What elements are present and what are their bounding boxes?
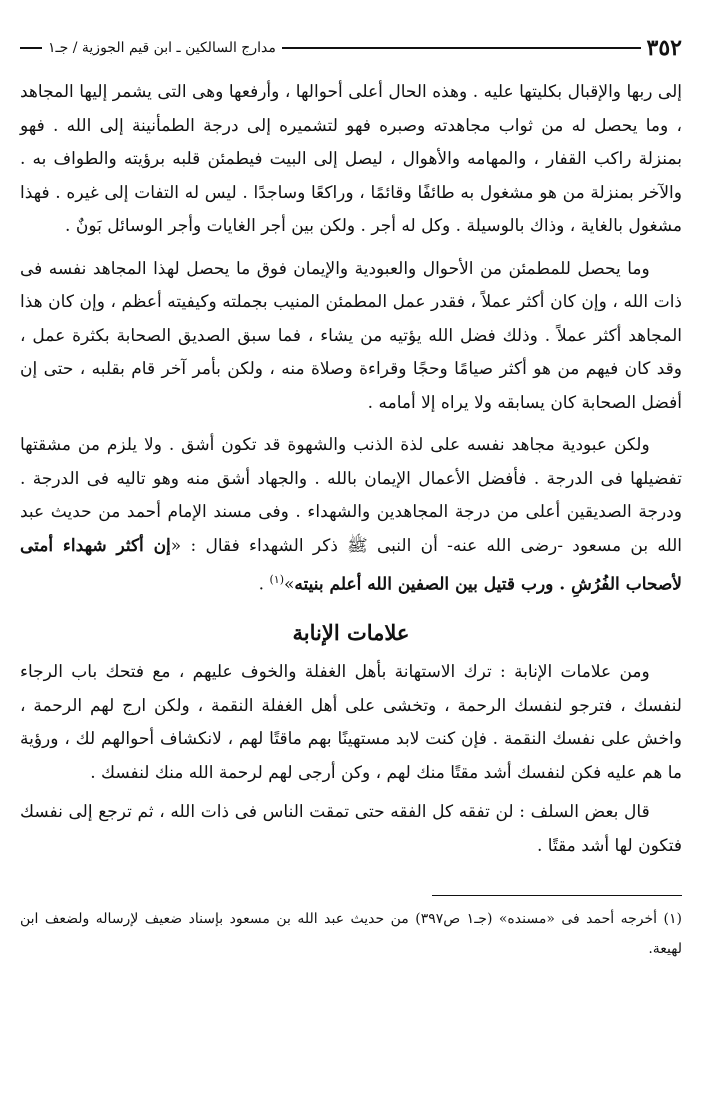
footnote-separator	[432, 895, 682, 896]
section-heading: علامات الإنابة	[292, 620, 410, 646]
running-title: مدارج السالكين ـ ابن قيم الجوزية / جـ١	[48, 40, 276, 56]
paragraph-3-text: ولكن عبودية مجاهد نفسه على لذة الذنب والشهوة قد تكون أشق . ولا يلزم من مشقتها تفضيلها فى الدرجة . فأفضل الأعمال الإيمان بالله . والجهاد أشق منه وهو تاليه فى الدرجة . ودرجة الصديقين أعلى من درجة المجاهدين والشهداء . وفى مسند الإمام أحمد من حديث عبد الله بن مسعود -رضى الله عنه- أن النبى ﷺ ذكر الشهداء فقال : «	[20, 435, 682, 556]
page-header	[20, 34, 682, 62]
paragraph-3	[20, 429, 682, 602]
footnote: (١) أخرجه أحمد فى «مسنده» (جـ١ ص٣٩٧) من حديث عبد الله بن مسعود بإسناد ضعيف لإرساله ولضعف ابن لهيعة.	[20, 911, 682, 958]
paragraph-2: وما يحصل للمطمئن من الأحوال والعبودية والإيمان فوق ما يحصل لهذا المجاهد نفسه فى ذات الله ، وإن كان أكثر عملاً ، فقدر عمل المطمئن المنيب بجملته وكيفيته أعظم ، وإن كان هذا المجاهد أكثر عملاً . وذلك فضل الله يؤتيه من يشاء ، فما سبق الصديق الصحابة بكثرة عمل ، وقد كان فيهم من هو أكثر صيامًا وحجًا وقراءة وصلاة منه ، ولكن بأمر آخر قام بقلبه ، حتى إن أفضل الصحابة كان يسابقه ولا يراه إلا أمامه .	[20, 258, 682, 413]
paragraph-5: قال بعض السلف : لن تفقه كل الفقه حتى تمقت الناس فى ذات الله ، ثم ترجع إلى نفسك فتكون لها أشد مقتًا .	[20, 802, 682, 856]
book-page	[20, 34, 682, 978]
paragraph-4: ومن علامات الإنابة : ترك الاستهانة بأهل الغفلة والخوف عليهم ، مع فتحك باب الرجاء لنفسك ، فترجو لنفسك الرحمة ، وتخشى على أهل الغفلة النقمة ، ولكن ارج لهم الرحمة ، واخش على نفسك النقمة . فإن كنت لابد مستهينًا بهم ماقتًا لهم ، لانكشاف أحوالهم لك ، ورؤية ما هم عليه فكن لنفسك أشد مقتًا منك لهم ، وكن أرجى لهم لرحمة الله منك لنفسك .	[20, 662, 682, 783]
page-number: ٣٥٢	[646, 35, 682, 61]
header-dash	[20, 47, 42, 49]
hadith-quote-close: »	[283, 574, 295, 595]
header-rule	[282, 47, 641, 49]
footnote-marker: (١)	[269, 573, 284, 586]
hadith-quote: إن أكثر شهداء أمتى لأصحاب الفُرُشِ . ورب قتيل بين الصفين الله أعلم بنيته	[20, 535, 682, 595]
paragraph-1: إلى ربها والإقبال بكليتها عليه . وهذه الحال أعلى أحوالها ، وأرفعها وهى التى يشمر إليها المجاهد ، وما يحصل له من ثواب مجاهدته وصبره فهو لتشميره إلى درجة الطمأنينة إلى الله . فهو بمنزلة راكب القفار ، والمهامه والأهوال ، ليصل إلى البيت فيطمئن قلبه برؤيته والطواف به . والآخر بمنزلة من هو مشغول به طائفًا وقائمًا ، وراكعًا وساجدًا . ليس له التفات إلى غيره . فهذا مشغول بالغاية ، وذاك بالوسيلة . وكل له أجر . ولكن بين أجر الغايات وأجر الوسائل بَونٌ .	[20, 82, 682, 236]
paragraph-3-end: .	[258, 574, 270, 595]
